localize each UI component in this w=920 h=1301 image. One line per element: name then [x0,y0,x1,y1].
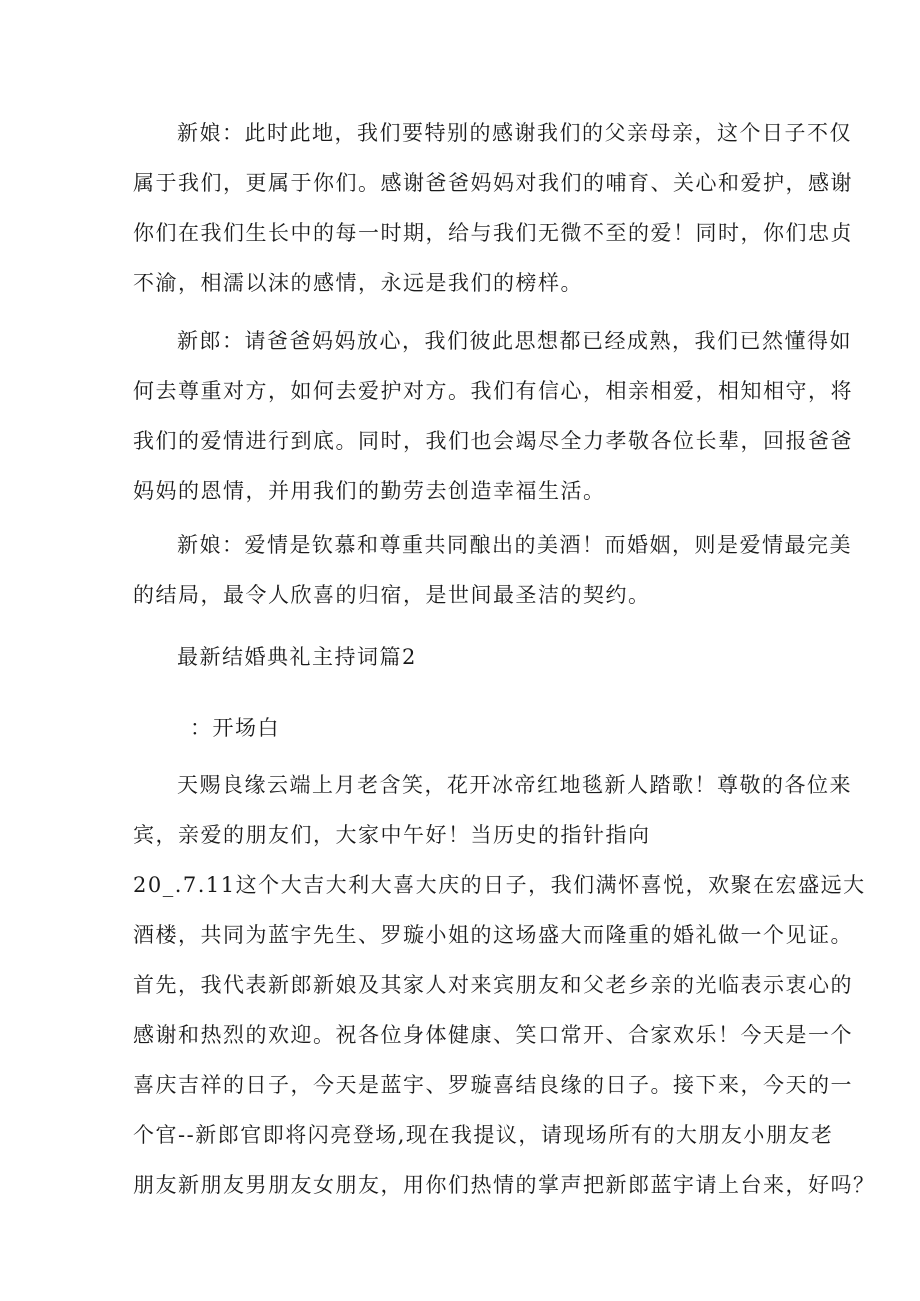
paragraph-line: 喜庆吉祥的日子，今天是蓝宇、罗璇喜结良缘的日子。接下来，今天的一 [133,1073,853,1097]
paragraph-line: 属于我们，更属于你们。感谢爸爸妈妈对我们的哺育、关心和爱护，感谢 [133,171,853,195]
paragraph-line: 朋友新朋友男朋友女朋友，用你们热情的掌声把新郎蓝宇请上台来，好吗？ [133,1173,876,1197]
paragraph-line: 新郎：请爸爸妈妈放心，我们彼此思想都已经成熟，我们已然懂得如 [177,329,852,353]
paragraph-line: 感谢和热烈的欢迎。祝各位身体健康、笑口常开、合家欢乐！今天是一个 [133,1023,853,1047]
paragraph-bride-love [133,520,852,620]
paragraph-line: 的结局，最令人欣喜的归宿，是世间最圣洁的契约。 [133,583,651,607]
paragraph-groom-promise [133,316,853,516]
paragraph-line: 个官--新郎官即将闪亮登场,现在我提议，请现场所有的大朋友小朋友老 [133,1123,834,1147]
paragraph-line: 何去尊重对方，如何去爱护对方。我们有信心，相亲相爱，相知相守，将 [133,379,853,403]
paragraph-line: 我们的爱情进行到底。同时，我们也会竭尽全力孝敬各位长辈，回报爸爸 [133,429,853,453]
paragraph-line: 宾，亲爱的朋友们，大家中午好！当历史的指针指向 [133,823,651,847]
paragraph-opening-speech [133,760,876,1210]
paragraph-line: 新娘：此时此地，我们要特别的感谢我们的父亲母亲，这个日子不仅 [177,121,852,145]
section-title: 最新结婚典礼主持词篇2 [177,645,417,669]
subsection-title: ：开场白 [190,716,280,740]
paragraph-line: 你们在我们生长中的每一时期，给与我们无微不至的爱！同时，你们忠贞 [133,221,853,245]
paragraph-line: 妈妈的恩情，并用我们的勤劳去创造幸福生活。 [133,479,606,503]
paragraph-line: 20_.7.11这个大吉大利大喜大庆的日子，我们满怀喜悦，欢聚在宏盛远大 [133,873,866,897]
paragraph-line: 新娘：爱情是钦慕和尊重共同酿出的美酒！而婚姻，则是爱情最完美 [177,533,852,557]
paragraph-bride-thanks [133,108,853,308]
paragraph-line: 不渝，相濡以沫的感情，永远是我们的榜样。 [133,271,583,295]
paragraph-line: 酒楼，共同为蓝宇先生、罗璇小姐的这场盛大而隆重的婚礼做一个见证。 [133,923,853,947]
paragraph-line: 天赐良缘云端上月老含笑，花开冰帝红地毯新人踏歌！尊敬的各位来 [177,773,852,797]
paragraph-line: 首先，我代表新郎新娘及其家人对来宾朋友和父老乡亲的光临表示衷心的 [133,973,853,997]
